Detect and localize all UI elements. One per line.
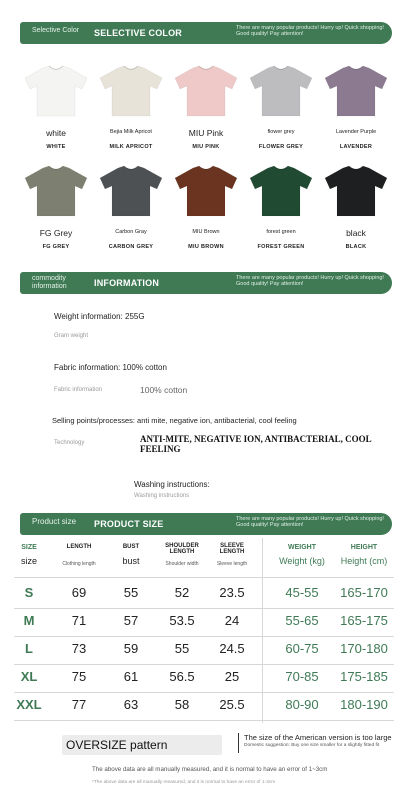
banner-small-label: commodity information: [32, 275, 67, 290]
tshirt-icon: [21, 64, 91, 118]
oversize-note-sub: Domestic suggestion: Buy one size smaller for a slightly fitted fit: [244, 743, 380, 748]
table-header-note: Shoulder width: [165, 561, 199, 567]
tshirt-swatch[interactable]: [321, 64, 391, 118]
table-header-note: Clothing length: [62, 561, 96, 567]
swatch-name: flower grey: [267, 129, 295, 135]
tshirt-swatch[interactable]: [21, 164, 91, 218]
banner-title: SELECTIVE COLOR: [94, 28, 183, 38]
table-cell: 77: [71, 697, 87, 712]
table-cell: 63: [123, 697, 139, 712]
table-cell: 53.5: [169, 613, 195, 628]
table-divider: [14, 577, 394, 578]
fabric-info: Fabric information: 100% cotton: [54, 363, 167, 372]
table-cell: 25: [224, 669, 240, 684]
table-header-sub: size: [20, 556, 37, 566]
swatch-name: Carbon Gray: [115, 229, 147, 235]
swatch-code: WHITE: [46, 144, 66, 150]
table-header-note: Sleeve length: [216, 561, 248, 567]
swatch-code: MILK APRICOT: [109, 144, 153, 150]
banner-note: There are many popular products! Hurry up! Quick shopping! Good quality! Pay attention!: [236, 516, 384, 528]
table-cell: 75: [71, 669, 87, 684]
tshirt-swatch[interactable]: [96, 64, 166, 118]
table-cell: 170-180: [340, 641, 388, 656]
tshirt-swatch[interactable]: [246, 164, 316, 218]
table-cell: 175-185: [340, 669, 388, 684]
washing-info: Washing instructions:: [134, 480, 210, 489]
swatch-name: white: [46, 128, 66, 138]
fabric-value: 100% cotton: [140, 385, 188, 395]
table-cell: 55-65: [285, 613, 319, 628]
swatch-code: LAVENDER: [339, 144, 373, 150]
size-label: XXL: [16, 697, 42, 712]
banner-note: There are many popular products! Hurry up! Quick shopping! Good quality! Pay attention!: [236, 275, 384, 287]
selling-value: ANTI-MITE, NEGATIVE ION, ANTIBACTERIAL, COOL FEELING: [140, 434, 372, 454]
table-header: SLEEVE LENGTH: [219, 543, 245, 555]
tshirt-icon: [21, 164, 91, 218]
table-cell: 59: [123, 641, 139, 656]
tshirt-swatch[interactable]: [171, 64, 241, 118]
table-cell: 80-90: [285, 697, 319, 712]
table-cell: 24: [224, 613, 240, 628]
swatch-code: MIU PINK: [192, 144, 220, 150]
table-header-sub: bust: [122, 556, 140, 566]
oversize-note-title: The size of the American version is too large: [244, 733, 392, 742]
table-row-divider: [14, 664, 394, 665]
banner-small-label: Product size: [32, 517, 77, 526]
table-cell: 69: [71, 585, 87, 600]
swatch-code: FLOWER GREY: [258, 144, 304, 150]
tshirt-icon: [246, 64, 316, 118]
measure-note: The above data are all manually measured, and it is normal to have an error of 1~3cm: [92, 766, 328, 773]
selective-color-banner: [20, 22, 392, 44]
banner-note: There are many popular products! Hurry up! Quick shopping! Good quality! Pay attention!: [236, 25, 384, 37]
size-label: XL: [20, 669, 38, 684]
table-row-divider: [14, 720, 394, 721]
swatch-name: black: [346, 228, 366, 238]
banner-title: INFORMATION: [94, 278, 160, 288]
tshirt-icon: [96, 64, 166, 118]
table-cell: 60-75: [285, 641, 319, 656]
table-header: LENGTH: [66, 544, 92, 550]
tshirt-icon: [171, 64, 241, 118]
table-cell: 58: [174, 697, 190, 712]
swatch-code: FG GREY: [42, 244, 70, 250]
swatch-code: BLACK: [345, 244, 367, 250]
table-row-divider: [14, 608, 394, 609]
table-header-sub: Height (cm): [340, 556, 388, 566]
table-header: SIZE: [21, 544, 37, 551]
swatch-code: MIU BROWN: [188, 244, 224, 250]
tshirt-swatch[interactable]: [321, 164, 391, 218]
table-cell: 55: [174, 641, 190, 656]
table-header-sub: Weight (kg): [279, 556, 325, 566]
weight-info: Weight information: 255G: [54, 312, 145, 321]
table-cell: 23.5: [219, 585, 245, 600]
table-cell: 73: [71, 641, 87, 656]
swatch-code: FOREST GREEN: [257, 244, 305, 250]
washing-sub: Washing instructions: [134, 493, 190, 499]
swatch-name: MIU Brown: [192, 229, 220, 235]
swatch-code: CARBON GREY: [108, 244, 154, 250]
size-label: M: [23, 613, 35, 628]
tshirt-icon: [96, 164, 166, 218]
swatch-name: MIU Pink: [188, 128, 224, 138]
tshirt-icon: [321, 64, 391, 118]
table-cell: 70-85: [285, 669, 319, 684]
table-cell: 71: [71, 613, 87, 628]
swatch-name: FG Grey: [39, 228, 73, 238]
table-cell: 61: [123, 669, 139, 684]
table-cell: 180-190: [340, 697, 388, 712]
banner-small-label: Selective Color: [32, 27, 80, 34]
table-cell: 57: [123, 613, 139, 628]
tshirt-swatch[interactable]: [21, 64, 91, 118]
tshirt-icon: [171, 164, 241, 218]
table-cell: 52: [174, 585, 190, 600]
swatch-name: Lavender Purple: [335, 129, 377, 135]
oversize-label: OVERSIZE pattern: [66, 738, 168, 752]
banner-title: PRODUCT SIZE: [94, 519, 164, 529]
table-row-divider: [14, 692, 394, 693]
swatch-name: forest green: [266, 229, 296, 235]
table-cell: 25.5: [219, 697, 245, 712]
table-header: BUST: [122, 544, 140, 550]
measure-note-small: *The above data are all manually measured, and it is normal to have an error of 1-3cm: [92, 780, 276, 785]
tshirt-icon: [246, 164, 316, 218]
tshirt-icon: [321, 164, 391, 218]
oversize-label-box: [62, 735, 222, 755]
table-header: WEIGHT: [288, 544, 316, 551]
size-label: L: [25, 641, 33, 656]
table-header: SHOULDER LENGTH: [165, 543, 199, 555]
tshirt-swatch[interactable]: [96, 164, 166, 218]
table-cell: 24.5: [219, 641, 245, 656]
table-cell: 165-170: [340, 585, 388, 600]
selling-points: Selling points/processes: anti mite, negative ion, antibacterial, cool feeling: [52, 416, 297, 425]
weight-sub: Gram weight: [54, 333, 89, 339]
selling-sub: Technology: [54, 440, 85, 446]
tshirt-swatch[interactable]: [246, 64, 316, 118]
table-row-divider: [14, 636, 394, 637]
product-size-banner: [20, 513, 392, 535]
table-cell: 55: [123, 585, 139, 600]
table-cell: 56.5: [169, 669, 195, 684]
table-cell: 165-175: [340, 613, 388, 628]
swatch-name: Bejia Milk Apricot: [110, 129, 152, 135]
oversize-divider: [238, 733, 239, 753]
size-label: S: [24, 585, 34, 600]
table-column-divider: [262, 538, 263, 723]
tshirt-swatch[interactable]: [171, 164, 241, 218]
table-header: HEIGHT: [350, 544, 378, 551]
table-cell: 45-55: [285, 585, 319, 600]
information-banner: [20, 272, 392, 294]
fabric-sub: Fabric information: [54, 387, 103, 393]
